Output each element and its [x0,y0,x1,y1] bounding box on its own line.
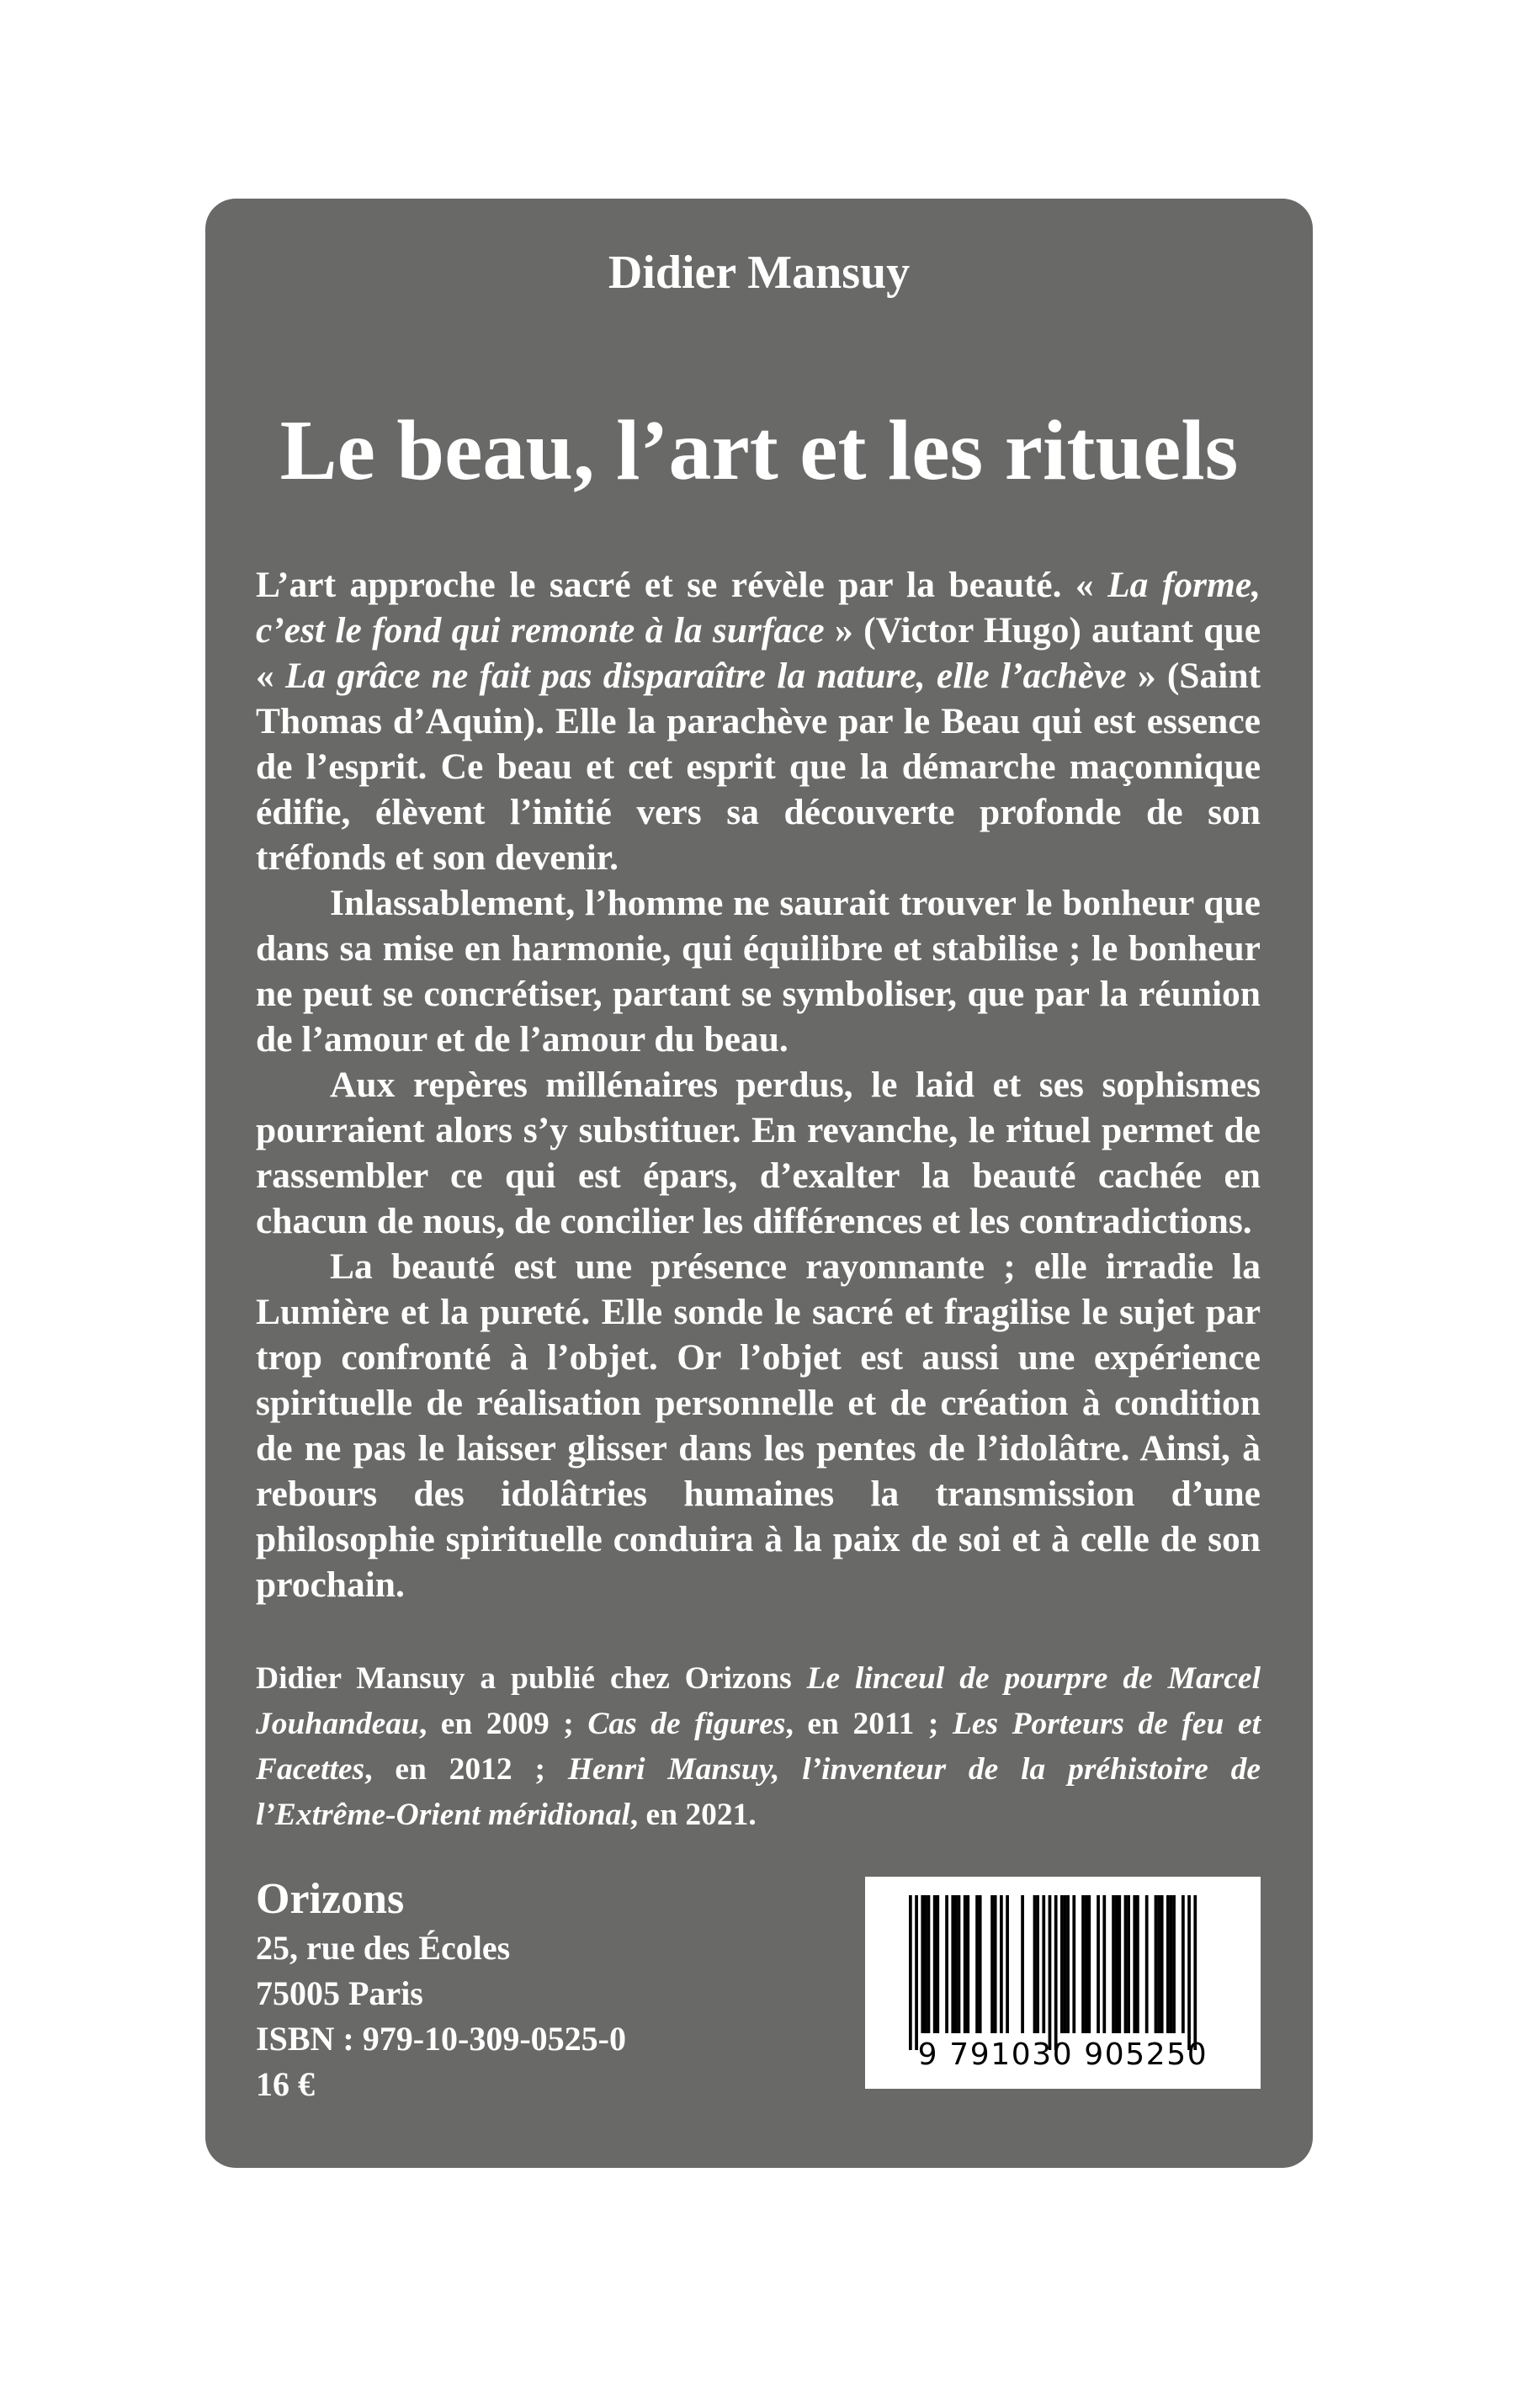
barcode-bar [1064,1895,1067,2033]
barcode-bar [1170,1895,1173,2033]
barcode-bar [1000,1895,1003,2033]
barcode-bar [1033,1895,1037,2033]
paragraph-1-text-a: L’art approche le sacré et se révèle par la beauté. « [256,565,1108,605]
barcode-bar [954,1895,958,2033]
barcode-bar [1160,1895,1164,2033]
book-title: Le beau, l’art et les rituels [279,403,1239,498]
barcode-bar [1054,1895,1058,2050]
barcode-bar [1060,1895,1064,2033]
barcode-bar [1072,1895,1075,2033]
bibliography-work-1: Le linceul de pourpre de Marcel Jouhandeau [256,1661,1261,1741]
barcode-bar [1193,1895,1197,2050]
barcode-bar [1136,1895,1139,2033]
barcode-digits: 9 791030 905250 [917,2037,1208,2072]
bibliography-year-3: , en 2012 ; [364,1752,568,1787]
barcode-bar [1049,1895,1052,2050]
barcode-bar [1133,1895,1136,2033]
barcode-bar [1166,1895,1170,2033]
barcode-bar [1066,1895,1070,2033]
barcode-bar [1006,1895,1009,2033]
thomas-aquinas-quote: La grâce ne fait pas disparaître la nature, elle l’achève [284,656,1127,696]
publisher-block [256,1873,727,2107]
author-bibliography [256,1656,1261,1838]
barcode-bar [909,1895,912,2050]
publisher-city: 75005 Paris [256,1974,423,2012]
barcode-bar [1155,1895,1158,2033]
bibliography-intro: Didier Mansuy a publié chez Orizons [256,1661,807,1696]
bibliography-work-3: Les Porteurs de feu et Facettes [256,1707,1261,1787]
publisher-name: Orizons [256,1875,405,1923]
barcode-bar [921,1895,924,2033]
barcode-bar [1087,1895,1091,2033]
barcode-bar [951,1895,954,2033]
barcode-bar [1124,1895,1128,2033]
barcode-bar [924,1895,927,2033]
barcode-bar [1127,1895,1130,2033]
barcode-bar [1102,1895,1106,2033]
barcode-bar [1182,1895,1185,2033]
bibliography-year-1: , en 2009 ; [418,1707,588,1741]
barcode-bar [964,1895,967,2033]
blurb-paragraph-1 [256,562,1261,880]
blurb-text [256,562,1261,1607]
paragraph-1-text-c: » (Saint Thomas d’Aquin). Elle la parachève par le Beau qui est essence de l’esprit. Ce beau et cet esprit que la démarche maçonnique édifie, élèvent l’initié vers sa découverte profonde de son tréfonds et son devenir. [256,656,1261,878]
bibliography-year-4: , en 2021. [629,1798,757,1832]
barcode-bar [1157,1895,1160,2033]
blurb-paragraph-2: Inlassablement, l’homme ne saurait trouver le bonheur que dans sa mise en harmonie, qui équilibre et stabilise ; le bonheur ne peut se concrétiser, partant se symboliser, que par la réunion de l’amour et de l’amour du beau. [256,883,1261,1060]
back-cover-panel [205,199,1313,2168]
barcode-bar [990,1895,994,2033]
barcode-bars [909,1895,1217,2052]
barcode-bar [994,1895,997,2033]
barcode-bar [958,1895,961,2033]
barcode-bar [915,1895,918,2050]
price: 16 € [256,2065,315,2103]
publisher-street: 25, rue des Écoles [256,1929,511,1967]
barcode-bar [1042,1895,1045,2033]
barcode-bar [1097,1895,1100,2033]
blurb-paragraph-4: La beauté est une présence rayonnante ; elle irradie la Lumière et la pureté. Elle sonde le sacré et fragilise le sujet par trop confronté à l’objet. Or l’objet est aussi une expérience spirituelle de réalisation personnelle et de création à condition de ne pas le laisser glisser dans les pentes de l’idolâtre. Ainsi, à rebours des idolâtries humaines la transmission d’une philosophie spirituelle conduira à la paix de soi et à celle de son prochain. [256,1246,1261,1605]
blurb-paragraph-3: Aux repères millénaires perdus, le laid et ses sophismes pourraient alors s’y substituer. En revanche, le rituel permet de rassembler ce qui est épars, d’exalter la beauté cachée en chacun de nous, de concilier les différences et les contradictions. [256,1065,1261,1241]
barcode-bar [1187,1895,1191,2050]
barcode-bar [979,1895,982,2033]
paragraph-1-text-b: » (Victor Hugo) autant que « [256,610,1261,696]
barcode-bar [1036,1895,1039,2033]
barcode-bar [1021,1895,1024,2033]
barcode-bar [936,1895,939,2033]
isbn-number: ISBN : 979-10-309-0525-0 [256,2020,626,2058]
barcode-bar [1085,1895,1088,2033]
barcode-bar [975,1895,979,2033]
bibliography-year-2: , en 2011 ; [785,1707,953,1741]
barcode-bar [1145,1895,1149,2033]
barcode-bar [1112,1895,1115,2033]
bibliography-work-2: Cas de figures [587,1707,786,1741]
barcode-bar [1118,1895,1121,2033]
author-name: Didier Mansuy [608,247,911,299]
barcode-bar [1081,1895,1085,2033]
barcode-bar [1115,1895,1118,2033]
victor-hugo-quote: La forme, c’est le fond qui remonte à la surface [256,565,1261,651]
barcode-bar [927,1895,931,2033]
bibliography-work-4: Henri Mansuy, l’inventeur de la préhistoire de l’Extrême-Orient méridional [256,1752,1261,1832]
barcode-bar [966,1895,969,2033]
barcode-bar [933,1895,937,2033]
barcode-bar [945,1895,948,2033]
isbn-barcode [865,1877,1261,2089]
barcode-bar [1172,1895,1176,2033]
